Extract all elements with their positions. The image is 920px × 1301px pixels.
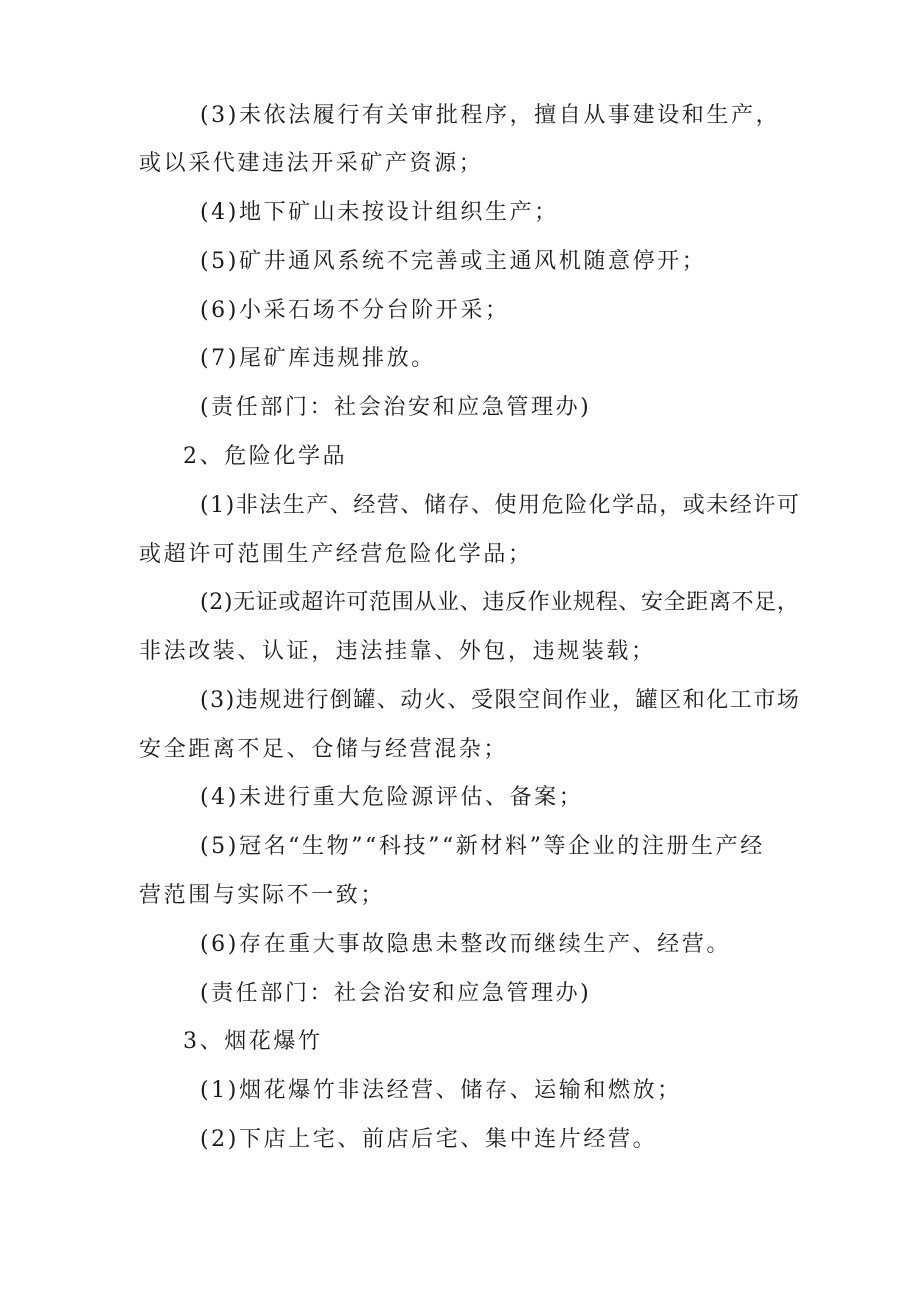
paragraph-line: (6)小采石场不分台阶开采； — [200, 298, 510, 323]
paragraph-line: (4)地下矿山未按设计组织生产； — [200, 200, 559, 225]
paragraph-line: 或超许可范围生产经营危险化学品； — [139, 542, 533, 567]
section-heading: 2、危险化学品 — [183, 444, 348, 469]
paragraph-line: 安全距离不足、仓储与经营混杂； — [139, 737, 509, 762]
paragraph-line: (1)非法生产、经营、储存、使用危险化学品，或未经许可 — [200, 493, 801, 518]
paragraph-line: (3)违规进行倒罐、动火、受限空间作业，罐区和化工市场 — [200, 688, 801, 713]
paragraph-line: (5)矿井通风系统不完善或主通风机随意停开； — [200, 249, 707, 274]
paragraph-line: (1)烟花爆竹非法经营、储存、运输和燃放； — [200, 1078, 682, 1103]
responsible-department: (责任部门：社会治安和应急管理办) — [200, 395, 592, 420]
paragraph-line: (2)下店上宅、前店后宅、集中连片经营。 — [200, 1127, 658, 1152]
paragraph-line: (7)尾矿库违规排放。 — [200, 346, 436, 371]
section-heading: 3、烟花爆竹 — [183, 1029, 323, 1054]
paragraph-line: 或以采代建违法开采矿产资源； — [139, 151, 484, 176]
paragraph-line: 营范围与实际不一致； — [139, 883, 386, 908]
paragraph-line: (2)无证或超许可范围从业、违反作业规程、安全距离不足， — [200, 590, 800, 615]
paragraph-line: (6)存在重大事故隐患未整改而继续生产、经营。 — [200, 932, 731, 957]
paragraph-line: (4)未进行重大危险源评估、备案； — [200, 785, 584, 810]
paragraph-line: (3)未依法履行有关审批程序，擅自从事建设和生产， — [200, 103, 781, 128]
responsible-department: (责任部门：社会治安和应急管理办) — [200, 981, 592, 1006]
paragraph-line: 非法改装、认证，违法挂靠、外包，违规装载； — [139, 639, 656, 664]
paragraph-line: (5)冠名“生物”“科技”“新材料”等企业的注册生产经 — [200, 834, 765, 859]
